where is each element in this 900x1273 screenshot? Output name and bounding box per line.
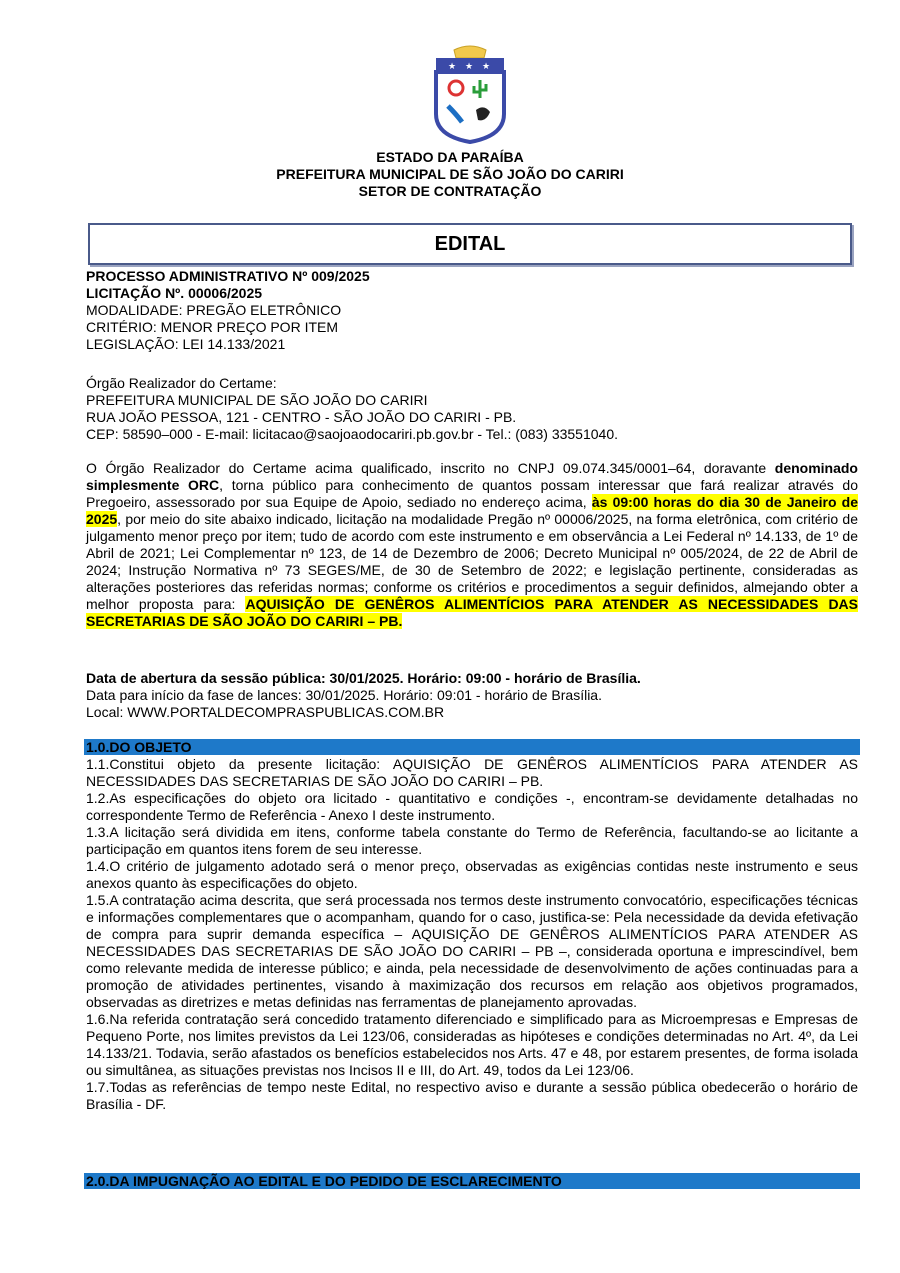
modality: MODALIDADE: PREGÃO ELETRÔNICO [86, 302, 342, 318]
process-number: PROCESSO ADMINISTRATIVO Nº 009/2025 [86, 268, 370, 284]
section-1-item: 1.2.As especificações do objeto ora licitado - quantitativo e condições -, encontram-se devidamente detalhadas no correspondente Termo de Referência - Anexo I deste instrumento. [86, 790, 858, 823]
intro-text-3: , por meio do site abaixo indicado, licitação na modalidade Pregão nº 00006/2025, na forma eletrônica, com critério de julgamento menor preço por item; tudo de acordo com este instrumento e em observância a Lei Federal nº 14.133, de 1º de Abril de 2021; Lei Complementar nº 123, de 14 de Dezembro de 2006; Decreto Municipal nº 005/2024, de 22 de Abril de 2024; Instrução Normativa nº 73 SEGES/ME, de 30 de Setembro de 2022; e legislação pertinente, consideradas as alterações posteriores das referidas normas; conforme os critérios e procedimentos a seguir definidos, almejando obter a melhor proposta para: [86, 511, 858, 612]
organ-address: RUA JOÃO PESSOA, 121 - CENTRO - SÃO JOÃO DO CARIRI - PB. [86, 409, 517, 425]
intro-bold: denominado simplesmente ORC [86, 460, 858, 493]
intro-text-2: , torna público para conhecimento de quantos possam interessar que fará realizar através do Pregoeiro, assessorado por sua Equipe de Apoio, sediado no endereço acima, [86, 477, 858, 510]
svg-text:★: ★ [465, 62, 474, 72]
svg-text:★: ★ [448, 62, 457, 72]
session-opening: Data de abertura da sessão pública: 30/01/2025. Horário: 09:00 - horário de Brasília. [86, 670, 641, 686]
svg-text:★: ★ [482, 62, 491, 72]
intro-object-highlight: AQUISIÇÃO DE GENÊROS ALIMENTÍCIOS PARA ATENDER AS NECESSIDADES DAS SECRETARIAS DE SÃO JOÃO DO CARIRI – PB. [86, 596, 858, 629]
municipal-coat-of-arms-icon [430, 44, 510, 144]
legislation: LEGISLAÇÃO: LEI 14.133/2021 [86, 336, 286, 352]
section-1-item: 1.1.Constitui objeto da presente licitação: AQUISIÇÃO DE GENÊROS ALIMENTÍCIOS PARA ATENDER AS NECESSIDADES DAS SECRETARIAS DE SÃO JOÃO DO CARIRI – PB. [86, 756, 858, 789]
section-1-item: 1.6.Na referida contratação será concedido tratamento diferenciado e simplificado para as Microempresas e Empresas de Pequeno Porte, nos limites previstos da Lei 123/06, consideradas as hipóteses e condições determinadas no Art. 4º, da Lei 14.133/21. Todavia, serão afastados os benefícios estabelecidos nos Arts. 47 e 48, por estarem presentes, de forma isolada ou simultânea, as situações previstas nos Incisos II e III, do Art. 49, todos da Lei 123/06. [86, 1011, 858, 1078]
section-1-item: 1.5.A contratação acima descrita, que será processada nos termos deste instrumento convocatório, especificações técnicas e informações complementares que o acompanham, quando for o caso, justifica-se: Pela necessidade da devida efetivação de compra para suprir demanda específica – AQUISIÇÃO DE GENÊROS ALIMENTÍCIOS PARA ATENDER AS NECESSIDADES DAS SECRETARIAS DE SÃO JOÃO DO CARIRI – PB –, considerada oportuna e imprescindível, bem como relevante medida de interesse público; e ainda, pela necessidade de desenvolvimento de ações continuadas para a promoção de atividades pertinentes, visando à maximização dos recursos em relação aos objetivos programados, observadas as diretrizes e metas definidas nas ferramentas de planejamento aprovadas. [86, 892, 858, 1010]
section-1-body [86, 756, 858, 1113]
header-state: ESTADO DA PARAÍBA [376, 149, 524, 165]
intro-date-highlight: às 09:00 horas do dia 30 de Janeiro de 2025 [86, 494, 858, 527]
section-1-item: 1.3.A licitação será dividida em itens, conforme tabela constante do Termo de Referência, facultando-se ao licitante a participação em quantos itens forem de seu interesse. [86, 824, 858, 857]
session-info [86, 670, 858, 721]
process-info [86, 268, 858, 353]
licitation-number: LICITAÇÃO Nº. 00006/2025 [86, 285, 263, 301]
section-1-item: 1.7.Todas as referências de tempo neste Edital, no respectivo aviso e durante a sessão pública obedecerão o horário de Brasília - DF. [86, 1079, 858, 1112]
document-title: EDITAL [88, 223, 852, 265]
intro-paragraph [86, 460, 858, 630]
organ-label: Órgão Realizador do Certame: [86, 375, 277, 391]
organ-name: PREFEITURA MUNICIPAL DE SÃO JOÃO DO CARIRI [86, 392, 428, 408]
organ-contact: CEP: 58590–000 - E-mail: licitacao@saojoaodocariri.pb.gov.br - Tel.: (083) 33551040. [86, 426, 618, 442]
header-sector: SETOR DE CONTRATAÇÃO [358, 183, 542, 199]
section-1-heading: 1.0.DO OBJETO [84, 739, 860, 755]
section-1-item: 1.4.O critério de julgamento adotado será o menor preço, observadas as exigências contidas neste instrumento e seus anexos quanto às especificações do objeto. [86, 858, 858, 891]
intro-text-1: O Órgão Realizador do Certame acima qualificado, inscrito no CNPJ 09.074.345/0001–64, doravante [86, 460, 775, 476]
header-prefecture: PREFEITURA MUNICIPAL DE SÃO JOÃO DO CARIRI [276, 166, 624, 182]
session-bids-start: Data para início da fase de lances: 30/01/2025. Horário: 09:01 - horário de Brasília. [86, 687, 602, 703]
section-2-heading: 2.0.DA IMPUGNAÇÃO AO EDITAL E DO PEDIDO DE ESCLARECIMENTO [84, 1173, 860, 1189]
criterion: CRITÉRIO: MENOR PREÇO POR ITEM [86, 319, 339, 335]
session-location: Local: WWW.PORTALDECOMPRASPUBLICAS.COM.BR [86, 704, 445, 720]
organ-info [86, 375, 858, 443]
